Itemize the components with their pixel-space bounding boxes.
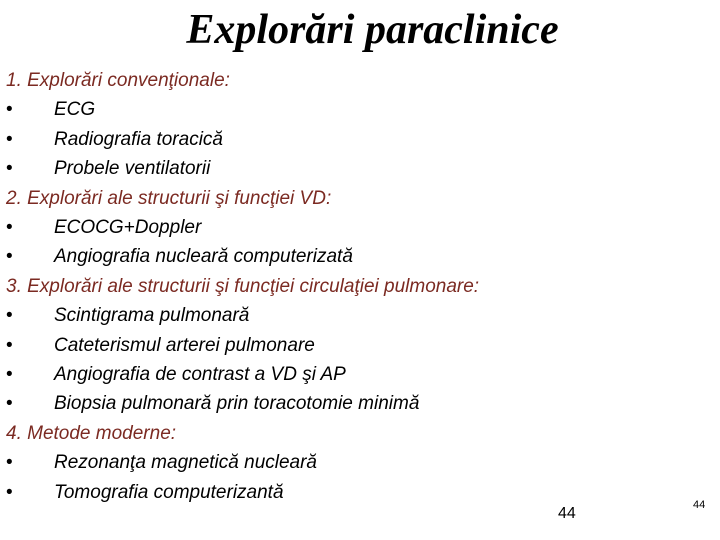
section-heading-1: 1. Explorări convenţionale:: [6, 70, 230, 91]
bullet-icon: •: [6, 452, 13, 474]
list-item-label: Angiografia de contrast a VD şi AP: [54, 364, 346, 386]
bullet-icon: •: [6, 334, 13, 356]
bullet-icon: •: [6, 217, 13, 239]
list-item: [6, 125, 706, 154]
list-item: [6, 154, 706, 183]
bullet-icon: •: [6, 305, 13, 327]
list-item: [6, 95, 706, 124]
slide-title: Explorări paraclinice: [186, 7, 559, 53]
list-item-label: Probele ventilatorii: [54, 158, 211, 180]
list-item-label: ECG: [54, 99, 96, 121]
bullet-icon: •: [6, 158, 13, 180]
list-item: [6, 389, 706, 418]
bullet-icon: •: [6, 246, 13, 268]
bullet-icon: •: [6, 393, 13, 415]
bullet-icon: •: [6, 99, 13, 121]
page-number: 44: [558, 505, 576, 522]
list-item-label: Rezonanţa magnetică nucleară: [54, 452, 318, 474]
section-heading-4: 4. Metode moderne:: [6, 422, 177, 444]
bullet-icon: •: [6, 128, 13, 150]
list-item-label: Cateterismul arterei pulmonare: [54, 334, 315, 356]
list-item-label: ECOCG+Doppler: [54, 217, 202, 239]
list-item-label: Biopsia pulmonară prin toracotomie minimă: [54, 393, 420, 415]
list-item: [6, 301, 706, 330]
list-item: [6, 331, 706, 360]
list-item-label: Tomografia computerizantă: [54, 481, 284, 503]
list-item: [6, 242, 706, 271]
section-heading-2: 2. Explorări ale structurii şi funcţiei VD:: [6, 187, 332, 209]
list-item: [6, 448, 706, 477]
list-item: [6, 213, 706, 242]
bullet-icon: •: [6, 364, 13, 386]
page-number-corner: 44: [693, 499, 706, 511]
content-list: [6, 66, 706, 507]
list-item: [6, 478, 706, 507]
bullet-icon: •: [6, 481, 13, 503]
section-heading-3: 3. Explorări ale structurii şi funcţiei circulaţiei pulmonare:: [6, 275, 480, 297]
list-item-label: Scintigrama pulmonară: [54, 305, 250, 327]
list-item-label: Angiografia nucleară computerizată: [54, 246, 353, 268]
list-item-label: Radiografia toracică: [54, 128, 223, 150]
list-item: [6, 360, 706, 389]
